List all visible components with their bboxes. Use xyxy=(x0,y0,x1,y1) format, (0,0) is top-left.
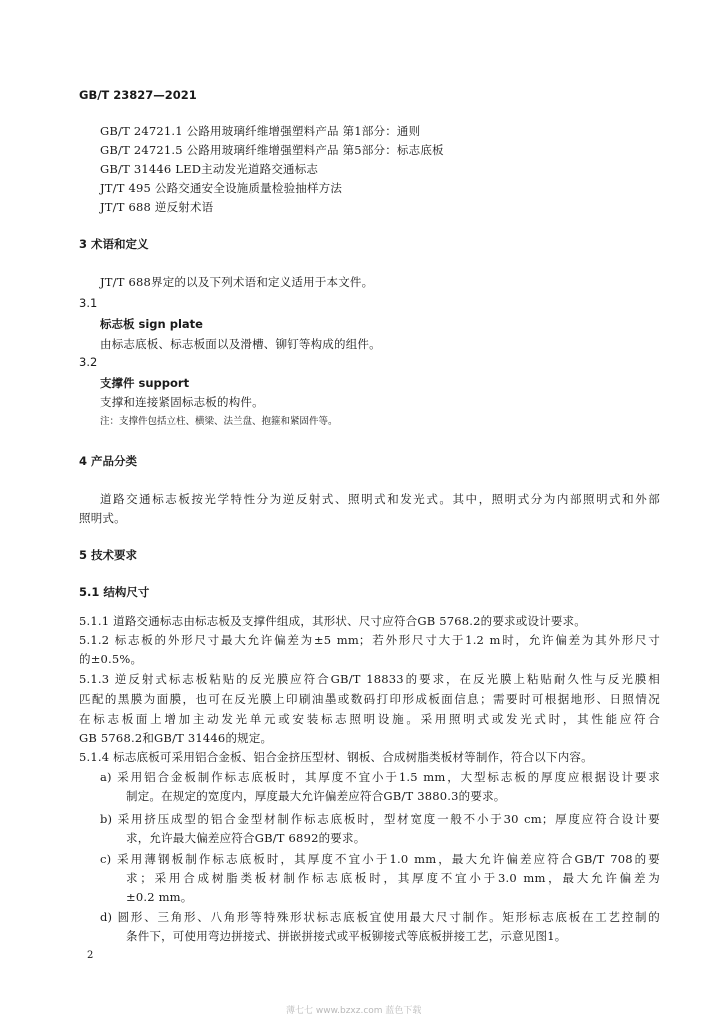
clause-5-1-2: 5.1.2 标志板的外形尺寸最大允许偏差为±5 mm；若外形尺寸大于1.2 m时，允许偏差为其外形尺寸 xyxy=(79,633,660,647)
document-code: GB/T 23827—2021 xyxy=(79,88,197,102)
clause-5-1-2-cont: 的±0.5%。 xyxy=(79,652,143,666)
list-item-d: d) 圆形、三角形、八角形等特殊形状标志底板宜使用最大尺寸制作。矩形标志底板在工艺控制的 xyxy=(100,910,660,924)
section-heading-3: 3 术语和定义 xyxy=(79,237,149,251)
paragraph-line: 照明式。 xyxy=(79,511,126,525)
clause-5-1-3-cont: 匹配的黑膜为面膜，也可在反光膜上印刷油墨或数码打印形成板面信息；需要时可根据地形、日照情况 xyxy=(79,692,660,706)
term-number: 3.2 xyxy=(79,355,98,369)
term-note: 注：支撑件包括立柱、横梁、法兰盘、抱箍和紧固件等。 xyxy=(100,416,338,427)
reference-item: GB/T 24721.1 公路用玻璃纤维增强塑料产品 第1部分：通则 xyxy=(100,124,421,138)
list-item-a: a) 采用铝合金板制作标志底板时，其厚度不宜小于1.5 mm，大型标志板的厚度应根据设计要求 xyxy=(100,770,660,784)
clause-5-1-3-cont: 在标志板面上增加主动发光单元或安装标志照明设施。采用照明式或发光式时，其性能应符合 xyxy=(79,712,660,726)
reference-item: GB/T 24721.5 公路用玻璃纤维增强塑料产品 第5部分：标志底板 xyxy=(100,143,444,157)
reference-item: JT/T 688 逆反射术语 xyxy=(100,200,214,214)
reference-item: GB/T 31446 LED主动发光道路交通标志 xyxy=(100,162,319,176)
list-item-c-cont: ±0.2 mm。 xyxy=(126,890,193,904)
list-item-d-cont: 条件下，可使用弯边拼接式、拼嵌拼接式或平板铆接式等底板拼接工艺，示意见图1。 xyxy=(126,929,567,943)
reference-item: JT/T 495 公路交通安全设施质量检验抽样方法 xyxy=(100,181,343,195)
list-item-c: c) 采用薄钢板制作标志底板时，其厚度不宜小于1.0 mm，最大允许偏差应符合GB/T 708的要 xyxy=(100,852,660,866)
list-item-a-cont: 制定。在规定的宽度内，厚度最大允许偏差应符合GB/T 3880.3的要求。 xyxy=(126,789,506,803)
watermark: 薄七七 www.bzxz.com 蓝色下载 xyxy=(286,1006,422,1016)
term-definition: 由标志底板、标志板面以及滑槽、铆钉等构成的组件。 xyxy=(100,337,381,351)
list-item-b-cont: 求，允许最大偏差应符合GB/T 6892的要求。 xyxy=(126,831,366,845)
term-definition: 支撑和连接紧固标志板的构件。 xyxy=(100,395,264,409)
list-item-c-cont: 求；采用合成树脂类板材制作标志底板时，其厚度不宜小于3.0 mm，最大允许偏差为 xyxy=(126,871,660,885)
section-intro: JT/T 688界定的以及下列术语和定义适用于本文件。 xyxy=(100,275,374,289)
term-name: 标志板 sign plate xyxy=(100,317,203,331)
clause-5-1-3: 5.1.3 逆反射式标志板粘贴的反光膜应符合GB/T 18833的要求，在反光膜上粘贴耐久性与反光膜相 xyxy=(79,672,660,686)
list-item-b: b) 采用挤压成型的铝合金型材制作标志底板时，型材宽度一般不小于30 cm；厚度应符合设计要 xyxy=(100,812,660,826)
term-number: 3.1 xyxy=(79,296,98,310)
section-heading-5: 5 技术要求 xyxy=(79,548,138,562)
clause-5-1-1: 5.1.1 道路交通标志由标志板及支撑件组成，其形状、尺寸应符合GB 5768.2的要求或设计要求。 xyxy=(79,614,586,628)
term-name: 支撑件 support xyxy=(100,376,190,390)
clause-5-1-3-cont: GB 5768.2和GB/T 31446的规定。 xyxy=(79,731,273,745)
page-number: 2 xyxy=(87,950,94,961)
subsection-heading: 5.1 结构尺寸 xyxy=(79,585,150,599)
paragraph-line: 道路交通标志板按光学特性分为逆反射式、照明式和发光式。其中，照明式分为内部照明式和外部 xyxy=(100,492,660,506)
clause-5-1-4: 5.1.4 标志底板可采用铝合金板、铝合金挤压型材、钢板、合成树脂类板材等制作，符合以下内容。 xyxy=(79,750,593,764)
section-heading-4: 4 产品分类 xyxy=(79,454,138,468)
